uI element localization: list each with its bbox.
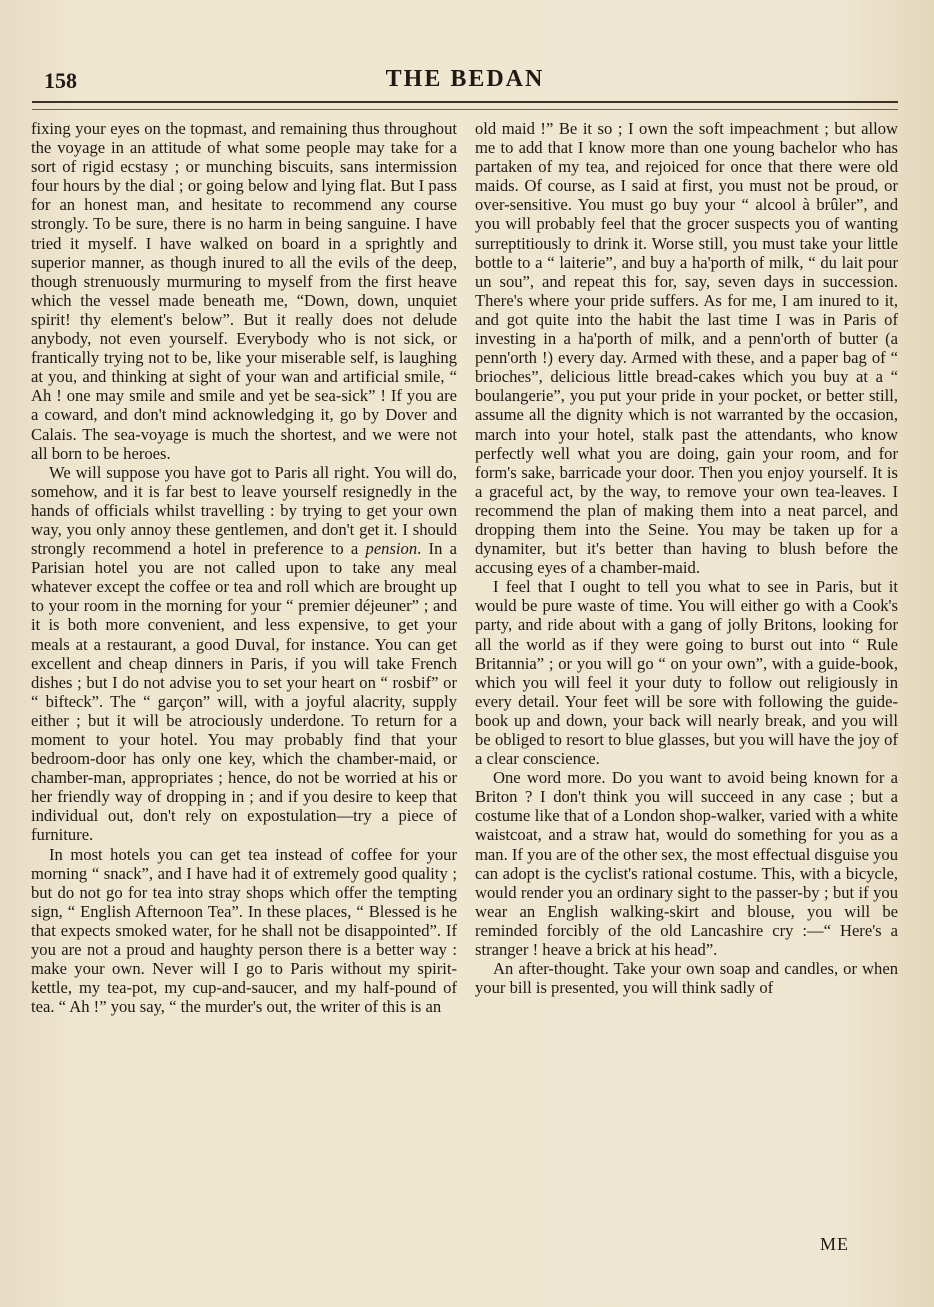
left-paragraph-2 xyxy=(31,463,457,845)
italic-word-pension: pension xyxy=(365,539,418,559)
page-number: 158 xyxy=(44,68,77,93)
right-column xyxy=(475,119,898,997)
left-paragraph-2-start: We will suppose you have got to Paris all right. You will do, somehow, and it is far best to leave yourself resignedly in the hands of officials whilst travelling : by trying to get your own way, you only annoy these gentlemen, and don't get it. I should strongly recommend a hotel in preference to a xyxy=(31,462,457,559)
running-title: THE BEDAN xyxy=(385,66,545,92)
page-header xyxy=(30,64,900,94)
right-paragraph-3: One word more. Do you want to avoid being known for a Briton ? I don't think you will succeed in any case ; but a costume like that of a London shop-walker, varied with a white waistcoat, and a straw hat, would do something for you as a man. If you are of the other sex, the most effectual disguise you can adopt is the cyclist's rational costume. This, with a bicycle, would render you an ordinary sight to the passer-by ; but if you wear an English walking-skirt and blouse, you will be reminded forcibly of the old Lancashire cry :—“ Here's a stranger ! heave a brick at his head”. xyxy=(475,768,898,960)
header-rule xyxy=(32,101,898,110)
left-paragraph-1: fixing your eyes on the topmast, and remaining thus throughout the voyage in an attitude of what some people may take for a sort of rigid ecstasy ; or munching biscuits, sans intermission four hours by the dial ; or going below and lying flat. But I pass for an honest man, and hesitate to recommend any course strongly. To be sure, there is no harm in being sanguine. I have tried it myself. I have walked on board in a sprightly and superior manner, as though inured to all the evils of the deep, though strenuously murmuring to myself from the first heave which the vessel made beneath me, “Down, down, unquiet spirit! thy element's below”. But it really does not delude anybody, not even yourself. Everybody who is not sick, or frantically trying not to be, like your miserable self, is laughing at you, and thinking at sight of your wan and artificial smile, “ Ah ! one may smile and smile and yet be sea-sick” ! If you are a coward, and don't mind acknowledging it, go by Dover and Calais. The sea-voyage is much the shortest, and we were not all born to be heroes. xyxy=(31,119,457,463)
right-paragraph-4: An after-thought. Take your own soap and candles, or when your bill is presented, you will think sadly of xyxy=(475,959,898,998)
right-paragraph-2: I feel that I ought to tell you what to see in Paris, but it would be pure waste of time. You will either go with a Cook's party, and ride about with a gang of jolly Britons, looking for all the world as if they were going to burst out into “ Rule Britannia” ; or you will go “ on your own”, with a guide-book, which you will feel it your duty to follow out religiously in every detail. Your feet will be sore with following the guide-book up and down, your back will nearly break, and you will be obliged to resort to blue glasses, but you will have the joy of a clear conscience. xyxy=(475,577,898,769)
left-paragraph-3: In most hotels you can get tea instead of coffee for your morning “ snack”, and I have had it of extremely good quality ; but do not go for tea into stray shops which offer the tempting sign, “ English Afternoon Tea”. In these places, “ Blessed is he that expects smoked water, for he shall not be disappointed”. If you are not a proud and haughty person there is a better way : make your own. Never will I go to Paris without my spirit-kettle, my tea-pot, my cup-and-saucer, and my half-pound of tea. “ Ah !” you say, “ the murder's out, the writer of this is an xyxy=(31,844,457,1017)
author-signature: ME xyxy=(820,1234,849,1254)
left-column xyxy=(31,119,457,1016)
left-paragraph-2-end: . In a Parisian hotel you are not called upon to take any meal whatever except the coffee or tea and roll which are brought up to your room in the morning for your “ premier déjeuner” ; and it is both more convenient, and less expensive, to get your meals at a restaurant, a good Duval, for instance. You can get excellent and cheap dinners in Paris, if you will take French dishes ; but I do not advise you to set your heart on “ rosbif” or “ bifteck”. The “ garçon” will, with a joyful alacrity, supply either ; but it will be atrociously underdone. To return for a moment to your hotel. You may probably find that your bedroom-door has only one key, which the chamber-maid, or chamber-man, appropriates ; hence, do not be worried at his or her friendly way of dropping in ; and if you desire to keep that individual out, don't rely on expostulation—try a piece of furniture. xyxy=(31,539,457,845)
right-paragraph-1: old maid !” Be it so ; I own the soft impeachment ; but allow me to add that I know more than one young bachelor who has partaken of my tea, and rejoiced for once that there were old maids. Of course, as I said at first, you must not be proud, or over-sensitive. You must go buy your “ alcool à brûler”, and you will probably feel that the grocer suspects you of wanting surreptitiously to drink it. Worse still, you must take your little bottle to a “ laiterie”, and buy a ha'porth of milk, “ du lait pour un sou”, and repeat this for, say, seven days in succession. There's where your pride suffers. As for me, I am inured to it, and got quite into the habit the last time I was in Paris of investing in a ha'porth of milk, and a penn'orth of butter (a penn'orth !) every day. Armed with these, and a paper bag of “ brioches”, delicious little bread-cakes which you buy at a “ boulangerie”, you put your pride in your pocket, or better still, assume all the dignity which is not warranted by the occasion, march into your hotel, stalk past the attendants, who know perfectly well what you are doing, gain your room, and for form's sake, barricade your door. Then you enjoy yourself. It is a graceful act, by the way, to remove your own tea-leaves. I recommend the plan of making them into a neat parcel, and dropping them into the Seine. You may be taken up for a dynamiter, but it's better than having to blush before the accusing eyes of a chamber-maid. xyxy=(475,119,898,578)
